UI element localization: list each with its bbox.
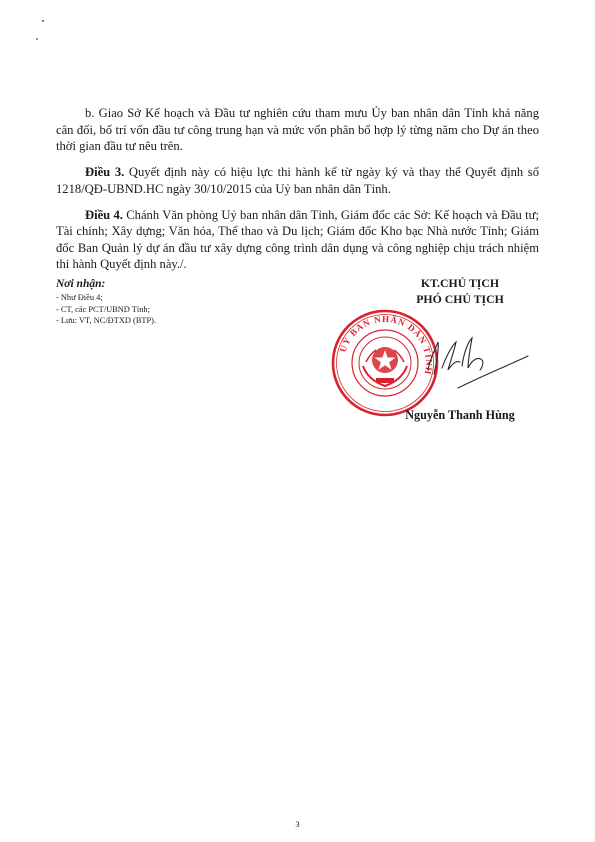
page-number: 3 <box>295 819 300 829</box>
article-3 <box>56 164 539 197</box>
recipient-line: - Như Điều 4; <box>56 293 103 302</box>
signer-name: Nguyễn Thanh Hùng <box>405 408 515 422</box>
signatory-title <box>375 276 545 307</box>
article-3-lead: Điều 3. <box>85 165 125 179</box>
recipient-line: - CT, các PCT/UBND Tỉnh; <box>56 304 150 314</box>
recipients-heading: Nơi nhận: <box>56 278 106 290</box>
scan-speck <box>36 38 38 40</box>
decision-body <box>56 105 539 282</box>
article-4 <box>56 207 539 273</box>
paragraph-1: b. Giao Sở Kế hoạch và Đầu tư nghiên cứu tham mưu Ủy ban nhân dân Tỉnh khả năng cân đối, bố trí vốn đầu tư công trung hạn và mức vốn phân bổ hợp lý từng năm cho Dự án theo thời gian đầu tư nêu trên. <box>56 106 539 153</box>
article-4-text: Chánh Văn phòng Uỷ ban nhân dân Tỉnh, Giám đốc các Sở: Kế hoạch và Đầu tư; Tài chính; Xây dựng; Văn hóa, Thể thao và Du lịch; Giám đốc Kho bạc Nhà nước Tỉnh; Giám đốc Ban Quản lý dự án đầu tư xây dựng công trình dân dụng và công nghiệp chịu trách nhiệm thi hành Quyết định này./. <box>56 207 539 271</box>
recipients-block <box>56 278 286 327</box>
scan-speck <box>42 20 44 22</box>
article-3-text: Quyết định này có hiệu lực thi hành kể từ ngày ký và thay thế Quyết định số 1218/QĐ-UBND.HC ngày 30/10/2015 của Uỷ ban nhân dân Tỉnh. <box>56 165 540 196</box>
signatory-line-1: KT.CHỦ TỊCH <box>420 276 500 290</box>
recipient-line: - Lưu: VT, NC/ĐTXD (BTP). <box>56 316 157 325</box>
article-4-lead: Điều 4. <box>85 207 123 222</box>
signature-icon <box>398 330 530 392</box>
seal-ring-text: UỶ BAN NHÂN DÂN TỈNH <box>337 313 435 376</box>
signatory-line-2: PHÓ CHỦ TỊCH <box>416 291 504 306</box>
